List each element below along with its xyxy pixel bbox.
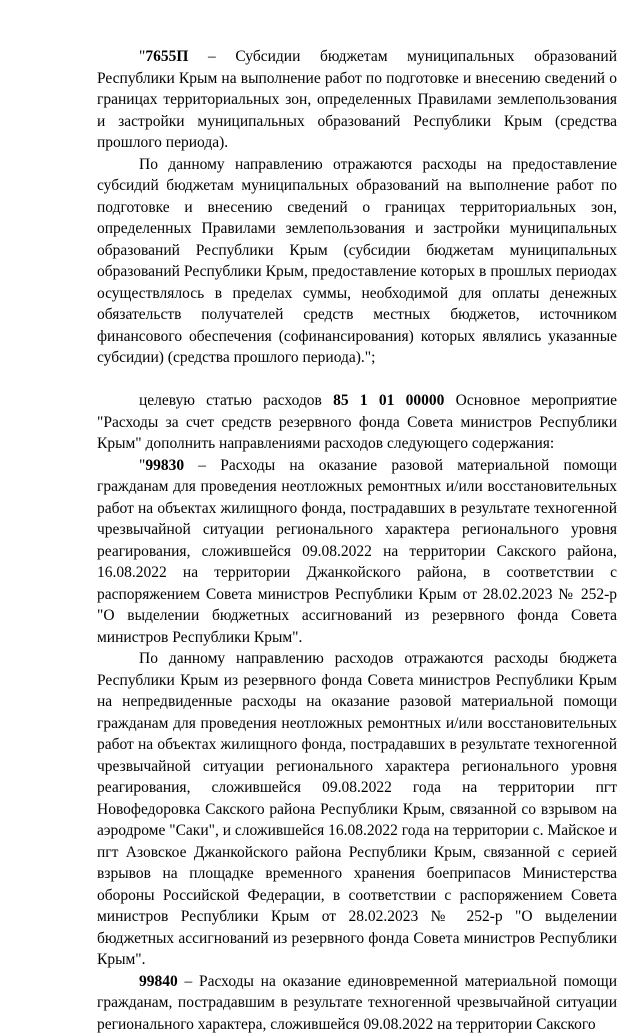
paragraph-gap [97, 369, 617, 391]
paragraph-text: – Расходы на оказание разовой материальной помощи гражданам для проведения неотложных ремонтных и/или восстановительных работ на объектах жилищного фонда, пострадавших в результате техногенной чрезвычайной ситуации регионального характера регионального уровня реагирования, сложившейся 09.08.2022 на территории Сакского района, 16.08.2022 на территории Джанкойского района, в соответствии с распоряжением Совета министров Республики Крым от 28.02.2023 № 252-р "О выделении бюджетных ассигнований из резервного фонда Совета министров Республики Крым". [97, 457, 617, 646]
paragraph-target-article [97, 390, 617, 455]
expense-code: 99830 [145, 457, 184, 474]
expense-code: 99840 [139, 973, 178, 990]
paragraph-lead: " [139, 48, 145, 65]
expense-code: 85 1 01 00000 [333, 392, 444, 409]
paragraph-7655p-description [97, 154, 617, 369]
document-page [97, 46, 617, 1035]
paragraph-99840 [97, 971, 617, 1035]
paragraph-text: По данному направлению отражаются расходы на предоставление субсидий бюджетам муниципальных образований на выполнение работ по подготовке и внесению сведений о границах территориальных зон, определенных Правилами землепользования и застройки муниципальных образований Республики Крым (субсидии бюджетам муниципальных образований Республики Крым, предоставление которых в прошлых периодах осуществлялось в пределах суммы, необходимой для оплаты денежных обязательств получателей средств местных бюджетов, источником финансового обеспечения (софинансирования) которых являлись указанные субсидии) (средства прошлого периода)."; [97, 156, 617, 367]
paragraph-text: – Субсидии бюджетам муниципальных образований Республики Крым на выполнение работ по подготовке и внесению сведений о границах территориальных зон, определенных Правилами землепользования и застройки муниципальных образований Республики Крым (средства прошлого периода). [97, 48, 617, 151]
paragraph-text: – Расходы на оказание единовременной материальной помощи гражданам, пострадавшим в результате техногенной чрезвычайной ситуации регионального характера, сложившейся 09.08.2022 на территории Сакского [97, 973, 617, 1033]
paragraph-7655p [97, 46, 617, 154]
expense-code: 7655П [145, 48, 188, 65]
paragraph-99830 [97, 455, 617, 649]
paragraph-99830-description [97, 648, 617, 971]
paragraph-lead: " [139, 457, 145, 474]
paragraph-text: По данному направлению расходов отражаются расходы бюджета Республики Крым из резервного фонда Совета министров Республики Крым на непредвиденные расходы на оказание разовой материальной помощи гражданам для проведения неотложных ремонтных и/или восстановительных работ на объектах жилищного фонда, пострадавших в результате техногенной чрезвычайной ситуации регионального характера регионального уровня реагирования, сложившейся 09.08.2022 года на территории пгт Новофедоровка Сакского района Республики Крым, связанной со взрывом на аэродроме "Саки", и сложившейся 16.08.2022 года на территории с. Майское и пгт Азовское Джанкойского района Республики Крым, связанной с серией взрывов на площадке временного хранения боеприпасов Министерства обороны Российской Федерации, в соответствии с распоряжением Совета министров Республики Крым от 28.02.2023 № 252-р "О выделении бюджетных ассигнований из резервного фонда Совета министров Республики Крым". [97, 650, 617, 968]
paragraph-text: Основное мероприятие "Расходы за счет средств резервного фонда Совета министров Республики Крым" дополнить направлениями расходов следующего содержания: [97, 392, 617, 452]
paragraph-lead: целевую статью расходов [139, 392, 333, 409]
